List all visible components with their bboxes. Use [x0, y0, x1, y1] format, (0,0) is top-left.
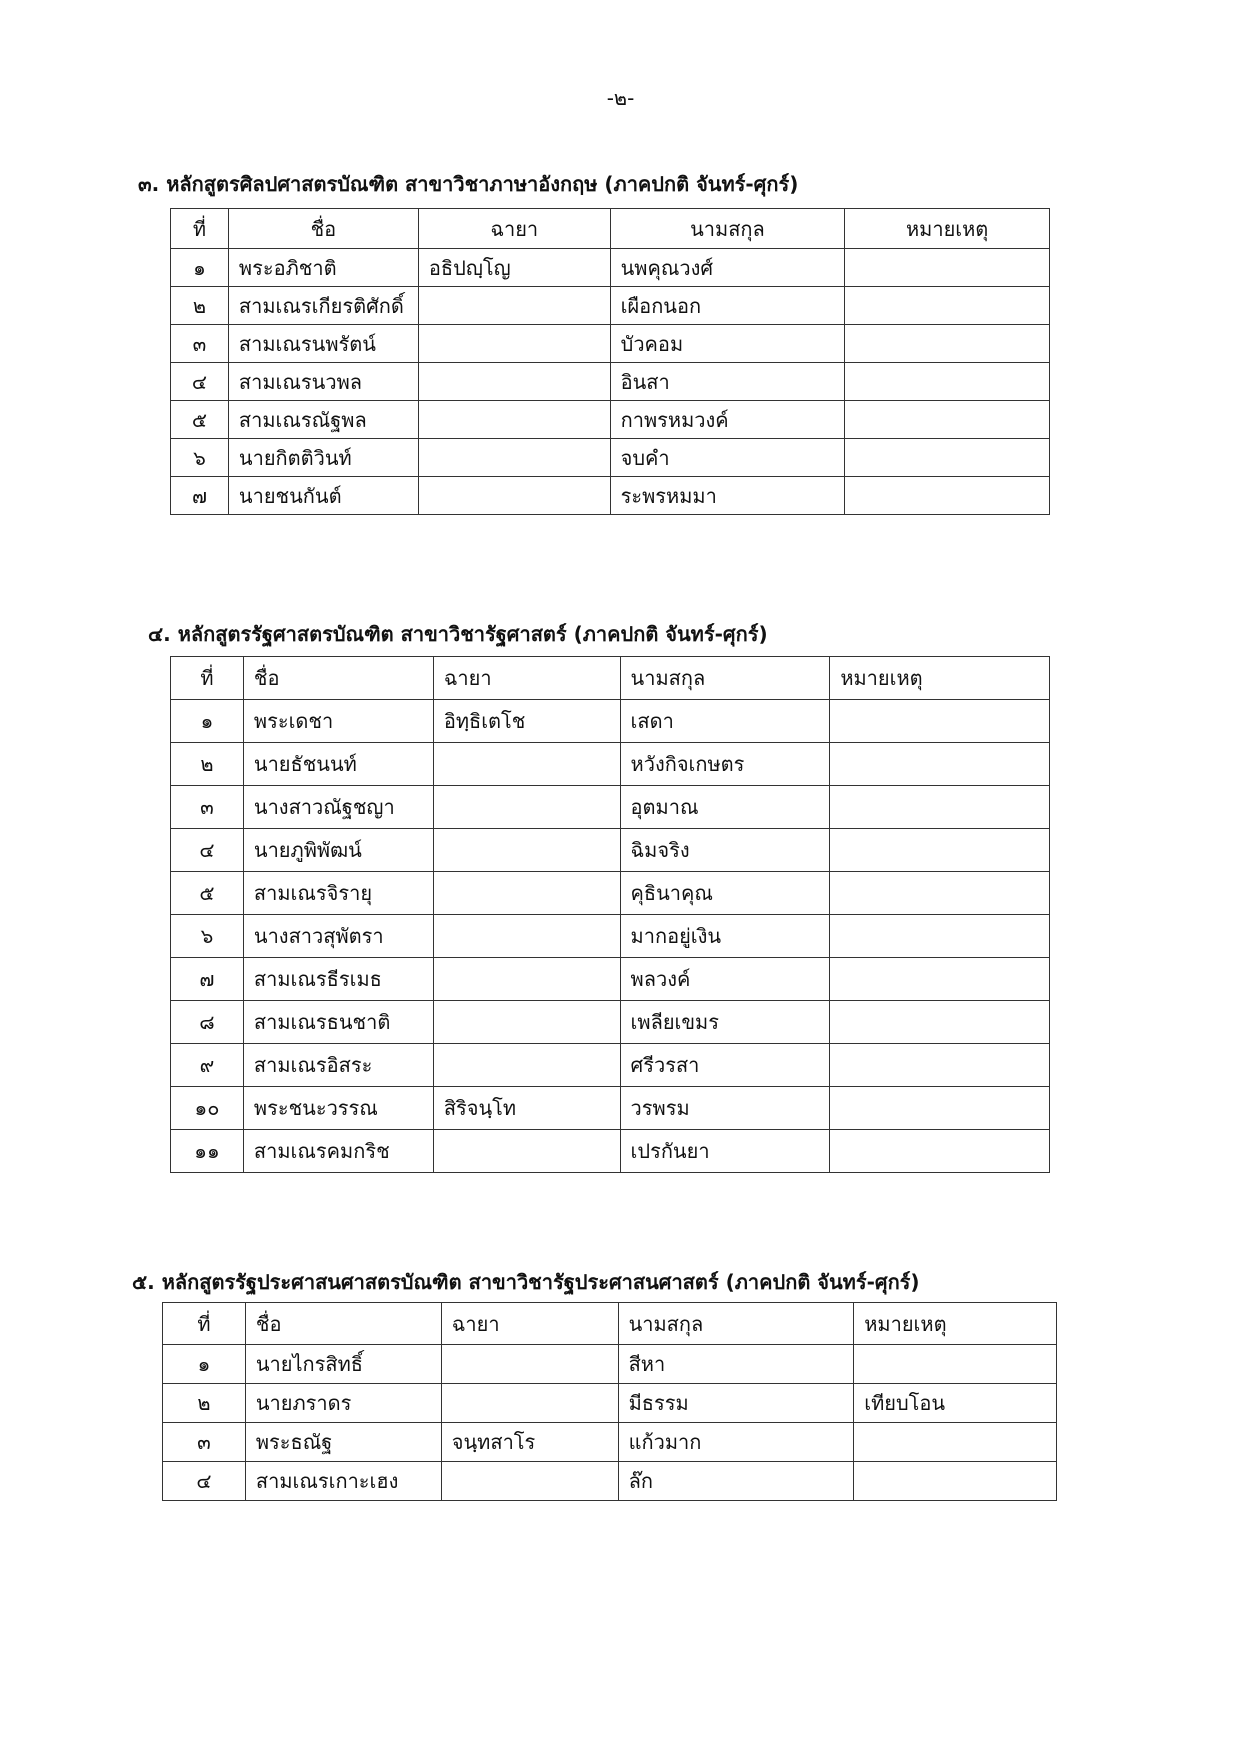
col-header-monastic-name: ฉายา — [418, 209, 610, 249]
cell-name: นายภราดร — [245, 1384, 441, 1423]
table-row — [171, 958, 1050, 1001]
cell-monastic-name — [441, 1345, 618, 1384]
cell-remarks — [845, 363, 1050, 401]
cell-surname: แก้วมาก — [618, 1423, 854, 1462]
cell-no: ๕ — [171, 872, 244, 915]
table-row — [163, 1384, 1057, 1423]
section-english — [138, 168, 798, 200]
cell-monastic-name — [433, 1044, 620, 1087]
cell-no: ๔ — [171, 829, 244, 872]
cell-no: ๖ — [171, 439, 229, 477]
cell-surname: ระพรหมมา — [610, 477, 845, 515]
cell-no: ๓ — [171, 786, 244, 829]
table-english — [170, 208, 1050, 515]
table-row — [171, 439, 1050, 477]
col-header-no: ที่ — [163, 1303, 246, 1345]
cell-no: ๖ — [171, 915, 244, 958]
cell-surname: ฉิมจริง — [620, 829, 830, 872]
cell-remarks — [830, 872, 1050, 915]
table-header-row — [171, 657, 1050, 700]
cell-surname: มากอยู่เงิน — [620, 915, 830, 958]
cell-no: ๒ — [171, 743, 244, 786]
cell-surname: นพคุณวงศ์ — [610, 249, 845, 287]
table-row — [171, 1001, 1050, 1044]
cell-name: สามเณรคมกริช — [243, 1130, 433, 1173]
cell-monastic-name — [433, 1130, 620, 1173]
cell-monastic-name — [418, 325, 610, 363]
cell-remarks — [854, 1423, 1057, 1462]
col-header-remarks: หมายเหตุ — [845, 209, 1050, 249]
cell-no: ๑ — [171, 249, 229, 287]
table-row — [171, 1044, 1050, 1087]
cell-monastic-name — [433, 829, 620, 872]
cell-name: สามเณรเกียรติศักดิ์ — [228, 287, 418, 325]
cell-surname: จบคำ — [610, 439, 845, 477]
section-public-administration — [132, 1266, 920, 1298]
cell-no: ๗ — [171, 958, 244, 1001]
cell-monastic-name — [418, 287, 610, 325]
table-row — [163, 1423, 1057, 1462]
cell-no: ๑ — [163, 1345, 246, 1384]
cell-surname: วรพรม — [620, 1087, 830, 1130]
cell-name: นายไกรสิทธิ์ — [245, 1345, 441, 1384]
col-header-name: ชื่อ — [228, 209, 418, 249]
col-header-monastic-name: ฉายา — [441, 1303, 618, 1345]
table-political-science — [170, 656, 1050, 1173]
cell-remarks — [830, 1130, 1050, 1173]
table-row — [171, 872, 1050, 915]
cell-surname: สีหา — [618, 1345, 854, 1384]
cell-surname: เพลียเขมร — [620, 1001, 830, 1044]
cell-remarks: เทียบโอน — [854, 1384, 1057, 1423]
cell-monastic-name — [418, 477, 610, 515]
table-row — [171, 743, 1050, 786]
cell-monastic-name: สิริจนฺโท — [433, 1087, 620, 1130]
table-public-administration — [162, 1302, 1057, 1501]
cell-monastic-name — [433, 1001, 620, 1044]
cell-remarks — [830, 958, 1050, 1001]
page-number: -๒- — [606, 86, 635, 110]
cell-monastic-name — [433, 958, 620, 1001]
cell-remarks — [854, 1462, 1057, 1501]
cell-name: สามเณรนวพล — [228, 363, 418, 401]
cell-name: สามเณรอิสระ — [243, 1044, 433, 1087]
cell-remarks — [830, 1001, 1050, 1044]
cell-surname: หวังกิจเกษตร — [620, 743, 830, 786]
cell-remarks — [830, 829, 1050, 872]
cell-no: ๗ — [171, 477, 229, 515]
col-header-name: ชื่อ — [243, 657, 433, 700]
section-heading: ๓. หลักสูตรศิลปศาสตรบัณฑิต สาขาวิชาภาษาอังกฤษ (ภาคปกติ จันทร์-ศุกร์) — [138, 172, 799, 196]
table-row — [171, 700, 1050, 743]
cell-no: ๔ — [171, 363, 229, 401]
cell-remarks — [845, 401, 1050, 439]
cell-monastic-name — [433, 743, 620, 786]
cell-remarks — [845, 325, 1050, 363]
cell-surname: อินสา — [610, 363, 845, 401]
cell-monastic-name — [418, 401, 610, 439]
cell-no: ๕ — [171, 401, 229, 439]
cell-name: นายภูพิพัฒน์ — [243, 829, 433, 872]
cell-name: นางสาวสุพัตรา — [243, 915, 433, 958]
col-header-no: ที่ — [171, 657, 244, 700]
table-row — [171, 1087, 1050, 1130]
cell-monastic-name — [441, 1462, 618, 1501]
cell-remarks — [830, 700, 1050, 743]
cell-monastic-name — [418, 363, 610, 401]
cell-no: ๑๑ — [171, 1130, 244, 1173]
table-row — [171, 915, 1050, 958]
cell-name: นายธัชนนท์ — [243, 743, 433, 786]
cell-name: พระอภิชาติ — [228, 249, 418, 287]
cell-remarks — [854, 1345, 1057, 1384]
cell-remarks — [845, 477, 1050, 515]
table-row — [171, 325, 1050, 363]
cell-monastic-name: อิทฺธิเตโช — [433, 700, 620, 743]
cell-no: ๑ — [171, 700, 244, 743]
cell-monastic-name — [433, 786, 620, 829]
cell-monastic-name: อธิปญฺโญ — [418, 249, 610, 287]
cell-surname: กาพรหมวงค์ — [610, 401, 845, 439]
cell-remarks — [845, 439, 1050, 477]
cell-name: นางสาวณัฐชญา — [243, 786, 433, 829]
cell-no: ๒ — [171, 287, 229, 325]
section-heading: ๔. หลักสูตรรัฐศาสตรบัณฑิต สาขาวิชารัฐศาสตร์ (ภาคปกติ จันทร์-ศุกร์) — [148, 622, 768, 646]
cell-no: ๒ — [163, 1384, 246, 1423]
col-header-surname: นามสกุล — [610, 209, 845, 249]
cell-name: พระชนะวรรณ — [243, 1087, 433, 1130]
cell-surname: มีธรรม — [618, 1384, 854, 1423]
cell-surname: บัวคอม — [610, 325, 845, 363]
col-header-name: ชื่อ — [245, 1303, 441, 1345]
table-row — [171, 363, 1050, 401]
cell-monastic-name: จนฺทสาโร — [441, 1423, 618, 1462]
cell-name: สามเณรจิรายุ — [243, 872, 433, 915]
cell-name: นายชนกันต์ — [228, 477, 418, 515]
table-row — [171, 401, 1050, 439]
col-header-monastic-name: ฉายา — [433, 657, 620, 700]
cell-name: พระเดชา — [243, 700, 433, 743]
col-header-surname: นามสกุล — [618, 1303, 854, 1345]
col-header-no: ที่ — [171, 209, 229, 249]
section-heading: ๕. หลักสูตรรัฐประศาสนศาสตรบัณฑิต สาขาวิชารัฐประศาสนศาสตร์ (ภาคปกติ จันทร์-ศุกร์) — [132, 1270, 920, 1294]
col-header-remarks: หมายเหตุ — [830, 657, 1050, 700]
cell-surname: อุตมาณ — [620, 786, 830, 829]
section-political-science — [148, 618, 768, 650]
cell-monastic-name — [441, 1384, 618, 1423]
table-row — [163, 1462, 1057, 1501]
cell-surname: เสดา — [620, 700, 830, 743]
col-header-remarks: หมายเหตุ — [854, 1303, 1057, 1345]
cell-no: ๘ — [171, 1001, 244, 1044]
cell-name: พระธณัฐ — [245, 1423, 441, 1462]
table-header-row — [171, 209, 1050, 249]
cell-surname: ล๊ก — [618, 1462, 854, 1501]
cell-surname: เผือกนอก — [610, 287, 845, 325]
cell-name: สามเณรเกาะเฮง — [245, 1462, 441, 1501]
cell-no: ๓ — [163, 1423, 246, 1462]
cell-name: นายกิตติวินท์ — [228, 439, 418, 477]
cell-name: สามเณรธีรเมธ — [243, 958, 433, 1001]
table-row — [171, 786, 1050, 829]
cell-surname: พลวงค์ — [620, 958, 830, 1001]
cell-surname: คุธินาคุณ — [620, 872, 830, 915]
col-header-surname: นามสกุล — [620, 657, 830, 700]
cell-remarks — [830, 1044, 1050, 1087]
table-row — [171, 287, 1050, 325]
table-row — [171, 249, 1050, 287]
cell-remarks — [830, 915, 1050, 958]
table-row — [171, 1130, 1050, 1173]
cell-name: สามเณรนพรัตน์ — [228, 325, 418, 363]
cell-name: สามเณรณัฐพล — [228, 401, 418, 439]
cell-no: ๑๐ — [171, 1087, 244, 1130]
table-header-row — [163, 1303, 1057, 1345]
table-row — [163, 1345, 1057, 1384]
cell-remarks — [830, 743, 1050, 786]
cell-remarks — [845, 249, 1050, 287]
cell-remarks — [830, 1087, 1050, 1130]
cell-surname: ศรีวรสา — [620, 1044, 830, 1087]
cell-remarks — [845, 287, 1050, 325]
table-row — [171, 477, 1050, 515]
cell-no: ๙ — [171, 1044, 244, 1087]
table-row — [171, 829, 1050, 872]
cell-monastic-name — [418, 439, 610, 477]
cell-monastic-name — [433, 915, 620, 958]
cell-monastic-name — [433, 872, 620, 915]
cell-no: ๓ — [171, 325, 229, 363]
cell-name: สามเณรธนชาติ — [243, 1001, 433, 1044]
cell-no: ๔ — [163, 1462, 246, 1501]
cell-remarks — [830, 786, 1050, 829]
cell-surname: เปรกันยา — [620, 1130, 830, 1173]
